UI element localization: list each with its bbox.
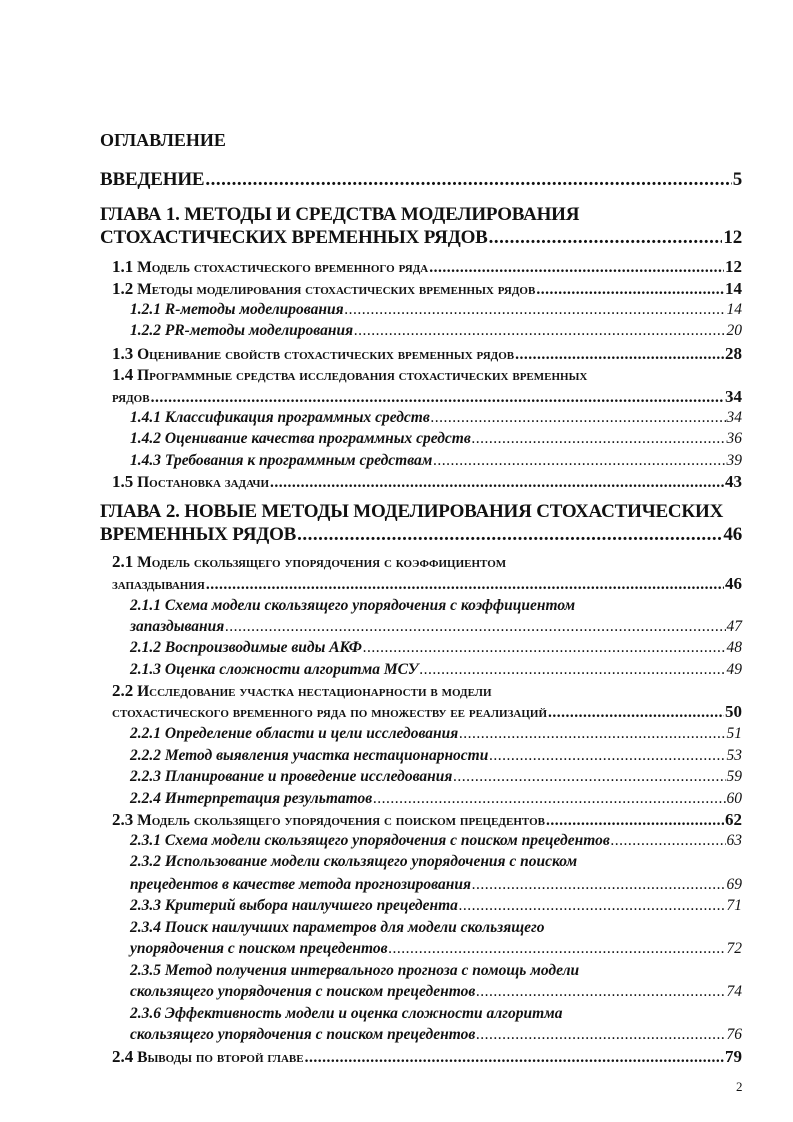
toc-entry-subsection[interactable] bbox=[130, 917, 742, 939]
toc-page-number: 62 bbox=[725, 810, 742, 829]
toc-entry-subsection[interactable] bbox=[130, 1024, 742, 1046]
toc-entry-text: Выводы по второй главе bbox=[137, 1049, 304, 1066]
toc-entry-text: ВРЕМЕННЫХ РЯДОВ bbox=[100, 524, 297, 545]
toc-page-number: 28 bbox=[725, 344, 742, 363]
toc-entry-subsection[interactable] bbox=[130, 616, 742, 638]
leader-dots bbox=[225, 616, 725, 638]
leader-dots bbox=[459, 895, 726, 917]
leader-dots bbox=[433, 450, 725, 472]
toc-entry-subsection[interactable] bbox=[130, 895, 742, 917]
toc-entry-chapter[interactable] bbox=[100, 169, 742, 191]
toc-page-number: 46 bbox=[723, 524, 742, 545]
toc-entry-text: 1.4.1 Классификация программных средств bbox=[130, 409, 430, 426]
toc-entry-section[interactable] bbox=[112, 1046, 742, 1068]
toc-entry-text: упорядочения с поиском прецедентов bbox=[130, 940, 388, 957]
toc-entry-text: Исследование участка нестационарности в модели bbox=[137, 683, 492, 700]
toc-entry-text: Модель стохастического временного ряда bbox=[137, 259, 429, 276]
toc-entry-text: 2.1.1 Схема модели скользящего упорядочения с коэффициентом bbox=[130, 597, 576, 614]
toc-entry-text: 2.3.2 Использование модели скользящего упорядочения с поиском bbox=[130, 853, 578, 870]
toc-entry-text: ГЛАВА 1. МЕТОДЫ И СРЕДСТВА МОДЕЛИРОВАНИЯ bbox=[100, 204, 580, 225]
leader-dots bbox=[472, 874, 726, 896]
toc-page-number: 72 bbox=[726, 940, 742, 957]
toc-entry-text: 1.4.3 Требования к программным средствам bbox=[130, 452, 433, 469]
toc-entry-text: запаздывания bbox=[130, 618, 225, 635]
toc-entry-subsection[interactable] bbox=[130, 851, 742, 873]
leader-dots bbox=[476, 981, 725, 1003]
toc-entry-text: 2.1.2 Воспроизводимые виды АКФ bbox=[130, 639, 362, 656]
leader-dots bbox=[389, 938, 726, 960]
leader-dots bbox=[420, 659, 726, 681]
toc-entry-subsection[interactable] bbox=[130, 428, 742, 450]
toc-page-number: 5 bbox=[732, 169, 742, 190]
toc-entry-text: 2.1.3 Оценка сложности алгоритма МСУ bbox=[130, 661, 419, 678]
toc-entry-chapter[interactable] bbox=[100, 524, 742, 546]
toc-entry-subsection[interactable] bbox=[130, 874, 742, 896]
toc-entry-text: 1.2.2 PR-методы моделирования bbox=[130, 322, 354, 339]
leader-dots bbox=[270, 472, 724, 494]
toc-entry-subsection[interactable] bbox=[130, 723, 742, 745]
toc-entry-text: 2.2.1 Определение области и цели исследования bbox=[130, 725, 459, 742]
toc-entry-text: ГЛАВА 2. НОВЫЕ МЕТОДЫ МОДЕЛИРОВАНИЯ СТОХАСТИЧЕСКИХ bbox=[100, 501, 724, 522]
toc-entry-chapter[interactable] bbox=[100, 204, 742, 226]
section-number: 1.1 bbox=[112, 257, 134, 276]
toc-page-number: 50 bbox=[725, 702, 742, 721]
section-number: 1.4 bbox=[112, 365, 134, 384]
toc-entry-subsection[interactable] bbox=[130, 450, 742, 472]
leader-dots bbox=[297, 524, 722, 546]
toc-entry-subsection[interactable] bbox=[130, 659, 742, 681]
toc-entry-subsection[interactable] bbox=[130, 299, 742, 321]
toc-entry-subsection[interactable] bbox=[130, 637, 742, 659]
leader-dots bbox=[489, 745, 725, 767]
toc-entry-section[interactable] bbox=[112, 278, 742, 300]
toc-entry-text: Методы моделирования стохастических временных рядов bbox=[137, 281, 536, 298]
toc-entry-text: 2.3.3 Критерий выбора наилучшего прецедента bbox=[130, 897, 458, 914]
toc-entry-text: 2.2.4 Интерпретация результатов bbox=[130, 790, 373, 807]
leader-dots bbox=[489, 227, 723, 249]
toc-page-number: 43 bbox=[725, 472, 742, 491]
toc-page-number: 76 bbox=[726, 1026, 742, 1043]
leader-dots bbox=[453, 766, 725, 788]
leader-dots bbox=[515, 344, 724, 366]
toc-page-number: 63 bbox=[726, 832, 742, 849]
toc-entry-subsection[interactable] bbox=[130, 766, 742, 788]
leader-dots bbox=[548, 702, 724, 724]
leader-dots bbox=[429, 257, 724, 279]
toc-entry-subsection[interactable] bbox=[130, 830, 742, 852]
toc-entry-subsection[interactable] bbox=[130, 938, 742, 960]
toc-entry-subsection[interactable] bbox=[130, 981, 742, 1003]
toc-entry-text: Модель скользящего упорядочения с коэффициентом bbox=[137, 554, 507, 571]
toc-entry-text: СТОХАСТИЧЕСКИХ ВРЕМЕННЫХ РЯДОВ bbox=[100, 227, 488, 248]
toc-entry-subsection[interactable] bbox=[130, 595, 742, 617]
toc-entry-text: Программные средства исследования стохастических временных bbox=[137, 367, 588, 384]
toc-entry-text: 2.3.6 Эффективность модели и оценка сложности алгоритма bbox=[130, 1005, 563, 1022]
toc-entry-section[interactable] bbox=[112, 343, 742, 365]
toc-entry-section[interactable] bbox=[112, 551, 742, 573]
toc-entry-text: рядов bbox=[112, 389, 150, 406]
toc-page-number: 36 bbox=[726, 430, 742, 447]
toc-entry-text: 2.3.1 Схема модели скользящего упорядочения с поиском прецедентов bbox=[130, 832, 610, 849]
toc-entry-text: 2.3.5 Метод получения интервального прогноза с помощь модели bbox=[130, 962, 580, 979]
toc-page-number: 48 bbox=[726, 639, 742, 656]
section-number: 1.5 bbox=[112, 472, 134, 491]
toc-page-number: 46 bbox=[725, 574, 742, 593]
leader-dots bbox=[459, 723, 725, 745]
toc-title-text: ОГЛАВЛЕНИЕ bbox=[100, 130, 226, 150]
toc-entry-subsection[interactable] bbox=[130, 960, 742, 982]
toc-entry-text: запаздывания bbox=[112, 576, 205, 593]
section-number: 1.3 bbox=[112, 344, 134, 363]
toc-entry-text: ВВЕДЕНИЕ bbox=[100, 169, 205, 190]
toc-entry-text: 2.3.4 Поиск наилучших параметров для модели скользящего bbox=[130, 919, 545, 936]
toc-entry-text: скользящего упорядочения с поиском прецедентов bbox=[130, 983, 476, 1000]
section-number: 2.1 bbox=[112, 552, 134, 571]
toc-entry-section[interactable] bbox=[112, 701, 742, 723]
toc-entry-text: прецедентов в качестве метода прогнозирования bbox=[130, 876, 471, 893]
page-number: 2 bbox=[736, 1079, 743, 1094]
toc-entry-section[interactable] bbox=[112, 364, 742, 386]
toc-entry-section[interactable] bbox=[112, 471, 742, 493]
toc-title bbox=[100, 129, 742, 151]
leader-dots bbox=[431, 407, 726, 429]
toc-page-number: 60 bbox=[726, 790, 742, 807]
leader-dots bbox=[345, 299, 726, 321]
leader-dots bbox=[546, 810, 724, 832]
leader-dots bbox=[354, 320, 725, 342]
toc-entry-text: Оценивание свойств стохастических временных рядов bbox=[137, 346, 515, 363]
toc-entry-section[interactable] bbox=[112, 680, 742, 702]
toc-page-number: 53 bbox=[726, 747, 742, 764]
toc-entry-subsection[interactable] bbox=[130, 745, 742, 767]
toc-entry-text: стохастического временного ряда по множеству ее реализаций bbox=[112, 704, 548, 721]
toc-entry-text: 1.4.2 Оценивание качества программных средств bbox=[130, 430, 471, 447]
toc-page-number: 74 bbox=[726, 983, 742, 1000]
leader-dots bbox=[536, 279, 724, 301]
toc-page-number: 59 bbox=[726, 768, 742, 785]
toc-page-number: 69 bbox=[726, 876, 742, 893]
toc-page-number: 34 bbox=[726, 409, 742, 426]
section-number: 1.2 bbox=[112, 279, 134, 298]
toc-entry-text: скользящего упорядочения с поиском прецедентов bbox=[130, 1026, 476, 1043]
leader-dots bbox=[476, 1024, 725, 1046]
toc-page-number: 14 bbox=[726, 301, 742, 318]
toc-page-number: 34 bbox=[725, 387, 742, 406]
toc-entry-subsection[interactable] bbox=[130, 320, 742, 342]
toc-entry-subsection[interactable] bbox=[130, 788, 742, 810]
toc-entry-chapter[interactable] bbox=[100, 501, 742, 523]
leader-dots bbox=[373, 788, 725, 810]
toc-page-number: 20 bbox=[726, 322, 742, 339]
toc-entry-section[interactable] bbox=[112, 386, 742, 408]
toc-page-number: 12 bbox=[723, 227, 742, 248]
toc-page-number: 49 bbox=[726, 661, 742, 678]
section-number: 2.2 bbox=[112, 681, 134, 700]
toc-entry-text: 2.2.3 Планирование и проведение исследования bbox=[130, 768, 453, 785]
toc-entry-text: 2.2.2 Метод выявления участка нестационарности bbox=[130, 747, 489, 764]
section-number: 2.3 bbox=[112, 810, 134, 829]
toc-entry-text: Постановка задачи bbox=[137, 474, 270, 491]
toc-page-number: 12 bbox=[725, 257, 742, 276]
leader-dots bbox=[206, 574, 724, 596]
toc-page-number: 71 bbox=[726, 897, 742, 914]
toc-entry-text: 1.2.1 R-методы моделирования bbox=[130, 301, 344, 318]
toc-entry-section[interactable] bbox=[112, 256, 742, 278]
leader-dots bbox=[305, 1047, 724, 1069]
toc-entry-section[interactable] bbox=[112, 573, 742, 595]
leader-dots bbox=[472, 428, 726, 450]
toc-entry-chapter[interactable] bbox=[100, 227, 742, 249]
toc-page-number: 14 bbox=[725, 279, 742, 298]
leader-dots bbox=[151, 387, 724, 409]
toc-page-number: 39 bbox=[726, 452, 742, 469]
section-number: 2.4 bbox=[112, 1047, 134, 1066]
toc-page-number: 51 bbox=[726, 725, 742, 742]
leader-dots bbox=[611, 830, 726, 852]
leader-dots bbox=[205, 169, 731, 191]
toc-entry-section[interactable] bbox=[112, 809, 742, 831]
toc-page-number: 47 bbox=[726, 618, 742, 635]
leader-dots bbox=[363, 637, 726, 659]
toc-entry-text: Модель скользящего упорядочения с поиском прецедентов bbox=[137, 812, 545, 829]
toc-page-number: 79 bbox=[725, 1047, 742, 1066]
toc-entry-subsection[interactable] bbox=[130, 407, 742, 429]
toc-entry-subsection[interactable] bbox=[130, 1003, 742, 1025]
